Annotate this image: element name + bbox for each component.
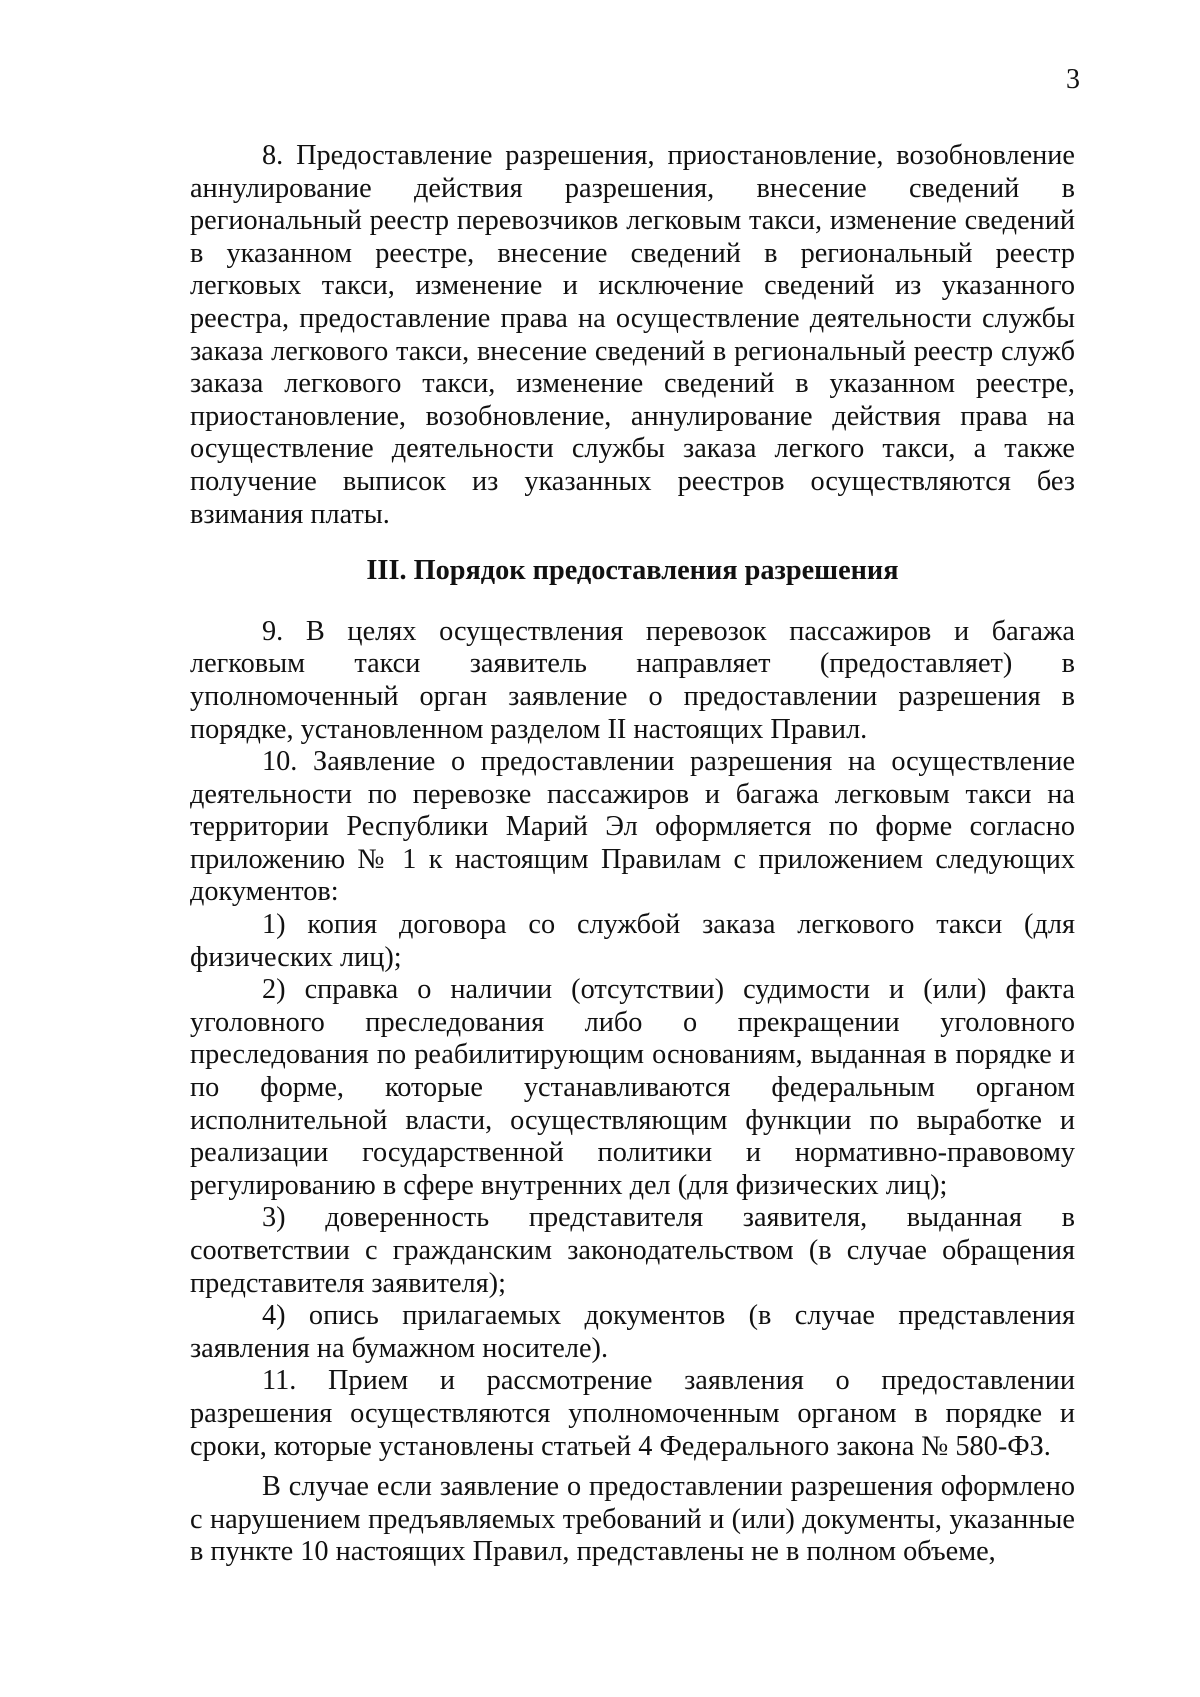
paragraph-8: 8. Предоставление разрешения, приостановление, возобновление аннулирование действия разрешения, внесение сведений в региональный реестр перевозчиков легковым такси, изменение сведений в указанном реестре, внесение сведений в региональный реестр легковых такси, изменение и исключение сведений из указанного реестра, предоставление права на осуществление деятельности службы заказа легкового такси, внесение сведений в региональный реестр служб заказа легкового такси, изменение сведений в указанном реестре, приостановление, возобновление, аннулирование действия права на осуществление деятельности службы заказа легкого такси, а также получение выписок из указанных реестров осуществляются без взимания платы. <box>190 140 1075 530</box>
paragraph-10-item-1: 1) копия договора со службой заказа легкового такси (для физических лиц); <box>190 909 1075 973</box>
paragraph-10-item-3: 3) доверенность представителя заявителя, выданная в соответствии с гражданским законодательством (в случае обращения представителя заявителя); <box>190 1202 1075 1299</box>
document-body <box>190 140 1075 1569</box>
paragraph-10: 10. Заявление о предоставлении разрешения на осуществление деятельности по перевозке пассажиров и багажа легковым такси на территории Республики Марий Эл оформляется по форме согласно приложению № 1 к настоящим Правилам с приложением следующих документов: <box>190 746 1075 908</box>
paragraph-9: 9. В целях осуществления перевозок пассажиров и багажа легковым такси заявитель направляет (предоставляет) в уполномоченный орган заявление о предоставлении разрешения в порядке, установленном разделом II настоящих Правил. <box>190 615 1075 745</box>
paragraph-10-item-2: 2) справка о наличии (отсутствии) судимости и (или) факта уголовного преследования либо о прекращении уголовного преследования по реабилитирующим основаниям, выданная в порядке и по форме, которые устанавливаются федеральным органом исполнительной власти, осуществляющим функции по выработке и реализации государственной политики и нормативно-правовому регулированию в сфере внутренних дел (для физических лиц); <box>190 974 1075 1201</box>
paragraph-10-item-4: 4) опись прилагаемых документов (в случае представления заявления на бумажном носителе). <box>190 1300 1075 1364</box>
paragraph-11: 11. Прием и рассмотрение заявления о предоставлении разрешения осуществляются уполномоченным органом в порядке и сроки, которые установлены статьей 4 Федерального закона № 580-ФЗ. <box>190 1365 1075 1462</box>
page-number: 3 <box>1066 64 1080 95</box>
paragraph-11-continuation: В случае если заявление о предоставлении разрешения оформлено с нарушением предъявляемых требований и (или) документы, указанные в пункте 10 настоящих Правил, представлены не в полном объеме, <box>190 1471 1075 1568</box>
section-heading-iii: III. Порядок предоставления разрешения <box>366 555 899 587</box>
